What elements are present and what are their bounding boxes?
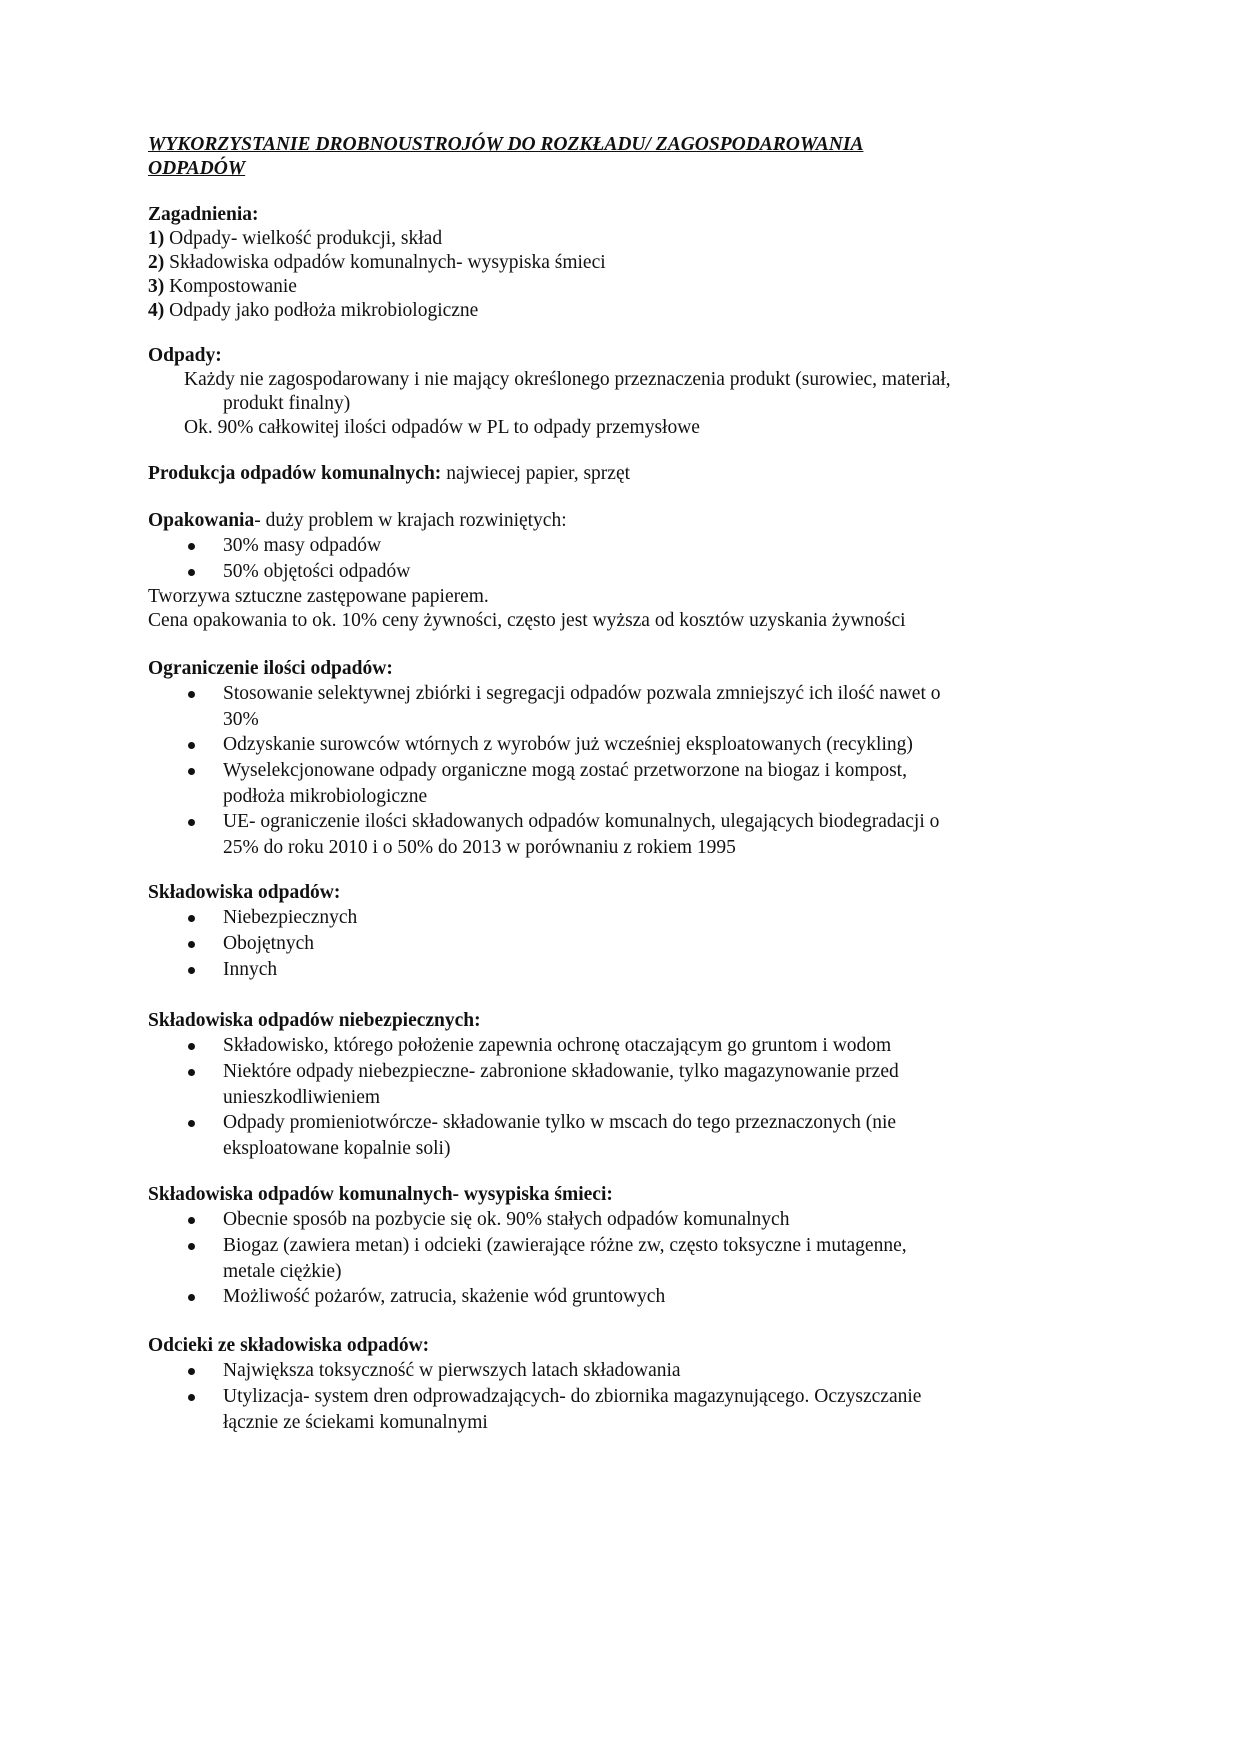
- bullet-icon: [188, 1368, 195, 1375]
- bullet-text: metale ciężkie): [223, 1261, 342, 1282]
- bullet-item-line: [148, 1233, 1108, 1259]
- paragraph-line: produkt finalny): [223, 393, 351, 414]
- bullet-item-line: [148, 732, 1108, 758]
- bullet-text: Innych: [223, 959, 278, 980]
- section: [148, 509, 1108, 633]
- paragraph-line: Każdy nie zagospodarowany i nie mający określonego przeznaczenia produkt (surowiec, materiał,: [184, 369, 951, 390]
- item-text: Odpady- wielkość produkcji, skład: [169, 228, 443, 249]
- section-heading-line: [148, 881, 1108, 905]
- heading-text: najwiecej papier, sprzęt: [441, 463, 631, 484]
- section: [148, 1183, 1108, 1310]
- bullet-text: Składowisko, którego położenie zapewnia ochronę otaczającym go gruntom i wodom: [223, 1035, 892, 1056]
- item-text: Składowiska odpadów komunalnych- wysypiska śmieci: [169, 252, 606, 273]
- numbered-item: [148, 251, 1108, 275]
- bullet-item-line: [148, 957, 1108, 983]
- section-heading-line: [148, 657, 1108, 681]
- bullet-icon: [188, 768, 195, 775]
- bullet-icon: [188, 1294, 195, 1301]
- bullet-text: 25% do roku 2010 i o 50% do 2013 w porównaniu z rokiem 1995: [223, 837, 736, 858]
- section-heading: Odcieki ze składowiska odpadów:: [148, 1335, 430, 1356]
- bullet-icon: [188, 569, 195, 576]
- bullet-icon: [188, 742, 195, 749]
- bullet-text: 30% masy odpadów: [223, 535, 382, 556]
- section: [148, 203, 1108, 323]
- section: [148, 344, 1108, 440]
- section-heading: Produkcja odpadów komunalnych:: [148, 463, 442, 484]
- bullet-text: Obecnie sposób na pozbycie się ok. 90% stałych odpadów komunalnych: [223, 1209, 790, 1230]
- bullet-icon: [188, 1069, 195, 1076]
- section-heading-line: [148, 1183, 1108, 1207]
- section: [148, 1009, 1108, 1161]
- bullet-item-line: [148, 1085, 1108, 1110]
- item-number: 2): [148, 252, 165, 273]
- item-number: 3): [148, 276, 165, 297]
- bullet-item-line: [148, 1259, 1108, 1284]
- bullet-text: Odpady promieniotwórcze- składowanie tylko w mscach do tego przeznaczonych (nie: [223, 1112, 897, 1133]
- section-heading: Odpady:: [148, 345, 222, 366]
- bullet-icon: [188, 1243, 195, 1250]
- bullet-item-line: [148, 559, 1108, 585]
- bullet-text: Biogaz (zawiera metan) i odcieki (zawierające różne zw, często toksyczne i mutagenne,: [223, 1235, 907, 1256]
- bullet-item-line: [148, 758, 1108, 784]
- item-number: 4): [148, 300, 165, 321]
- section-heading-line: [148, 509, 1108, 533]
- bullet-icon: [188, 1394, 195, 1401]
- bullet-item-line: [148, 1136, 1108, 1161]
- item-number: 1): [148, 228, 165, 249]
- bullet-item-line: [148, 931, 1108, 957]
- bullet-text: Odzyskanie surowców wtórnych z wyrobów już wcześniej eksploatowanych (recykling): [223, 734, 913, 755]
- bullet-item-line: [148, 809, 1108, 835]
- bullet-item-line: [148, 835, 1108, 860]
- bullet-text: podłoża mikrobiologiczne: [223, 786, 428, 807]
- bullet-icon: [188, 915, 195, 922]
- section-heading: Składowiska odpadów komunalnych- wysypiska śmieci:: [148, 1184, 613, 1205]
- bullet-item-line: [148, 1410, 1108, 1435]
- item-text: Kompostowanie: [169, 276, 297, 297]
- bullet-icon: [188, 967, 195, 974]
- section-heading: Składowiska odpadów niebezpiecznych:: [148, 1010, 481, 1031]
- bullet-icon: [188, 1043, 195, 1050]
- bullet-item-line: [148, 1033, 1108, 1059]
- bullet-item-line: [148, 533, 1108, 559]
- bullet-text: 30%: [223, 709, 259, 730]
- bullet-text: 50% objętości odpadów: [223, 561, 411, 582]
- numbered-item: [148, 299, 1108, 323]
- section: [148, 657, 1108, 860]
- bullet-icon: [188, 819, 195, 826]
- bullet-text: Największa toksyczność w pierwszych latach składowania: [223, 1360, 681, 1381]
- bullet-icon: [188, 543, 195, 550]
- section: [148, 462, 1108, 486]
- section-heading: Składowiska odpadów:: [148, 882, 341, 903]
- bullet-text: Obojętnych: [223, 933, 314, 954]
- numbered-item: [148, 275, 1108, 299]
- bullet-item-line: [148, 1207, 1108, 1233]
- section-heading: Ograniczenie ilości odpadów:: [148, 658, 393, 679]
- paragraph-line: Cena opakowania to ok. 10% ceny żywności, często jest wyższa od kosztów uzyskania żywności: [148, 610, 906, 631]
- bullet-text: Niebezpiecznych: [223, 907, 358, 928]
- numbered-item: [148, 227, 1108, 251]
- bullet-item-line: [148, 1384, 1108, 1410]
- section-heading: Zagadnienia:: [148, 204, 259, 225]
- bullet-text: Wyselekcjonowane odpady organiczne mogą zostać przetworzone na biogaz i kompost,: [223, 760, 907, 781]
- heading-text: - duży problem w krajach rozwiniętych:: [254, 510, 567, 531]
- bullet-icon: [188, 691, 195, 698]
- title-line: ODPADÓW: [148, 158, 246, 179]
- bullet-item-line: [148, 1358, 1108, 1384]
- bullet-text: UE- ograniczenie ilości składowanych odpadów komunalnych, ulegających biodegradacji o: [223, 811, 940, 832]
- document-title: [148, 133, 1108, 181]
- section: [148, 1334, 1108, 1435]
- bullet-icon: [188, 1217, 195, 1224]
- bullet-item-line: [148, 1059, 1108, 1085]
- paragraph-line: Tworzywa sztuczne zastępowane papierem.: [148, 586, 489, 607]
- bullet-text: Możliwość pożarów, zatrucia, skażenie wód gruntowych: [223, 1286, 666, 1307]
- bullet-text: eksploatowane kopalnie soli): [223, 1138, 451, 1159]
- section-heading-line: [148, 344, 1108, 368]
- section-heading-line: [148, 1334, 1108, 1358]
- bullet-icon: [188, 1120, 195, 1127]
- bullet-text: Utylizacja- system dren odprowadzających- do zbiornika magazynującego. Oczyszczanie: [223, 1386, 922, 1407]
- bullet-item-line: [148, 707, 1108, 732]
- bullet-item-line: [148, 784, 1108, 809]
- bullet-item-line: [148, 1284, 1108, 1310]
- bullet-text: Stosowanie selektywnej zbiórki i segregacji odpadów pozwala zmniejszyć ich ilość nawet o: [223, 683, 941, 704]
- title-line: WYKORZYSTANIE DROBNOUSTROJÓW DO ROZKŁADU/ ZAGOSPODAROWANIA: [148, 134, 864, 155]
- bullet-text: łącznie ze ściekami komunalnymi: [223, 1412, 488, 1433]
- bullet-text: Niektóre odpady niebezpieczne- zabronione składowanie, tylko magazynowanie przed: [223, 1061, 899, 1082]
- bullet-icon: [188, 941, 195, 948]
- paragraph-line: Ok. 90% całkowitej ilości odpadów w PL to odpady przemysłowe: [184, 417, 700, 438]
- section-heading-line: [148, 203, 1108, 227]
- item-text: Odpady jako podłoża mikrobiologiczne: [169, 300, 479, 321]
- bullet-text: unieszkodliwieniem: [223, 1087, 381, 1108]
- section-heading-line: [148, 1009, 1108, 1033]
- section: [148, 881, 1108, 983]
- section-heading: Opakowania: [148, 510, 255, 531]
- bullet-item-line: [148, 905, 1108, 931]
- bullet-item-line: [148, 1110, 1108, 1136]
- section-heading-line: [148, 462, 1108, 486]
- bullet-item-line: [148, 681, 1108, 707]
